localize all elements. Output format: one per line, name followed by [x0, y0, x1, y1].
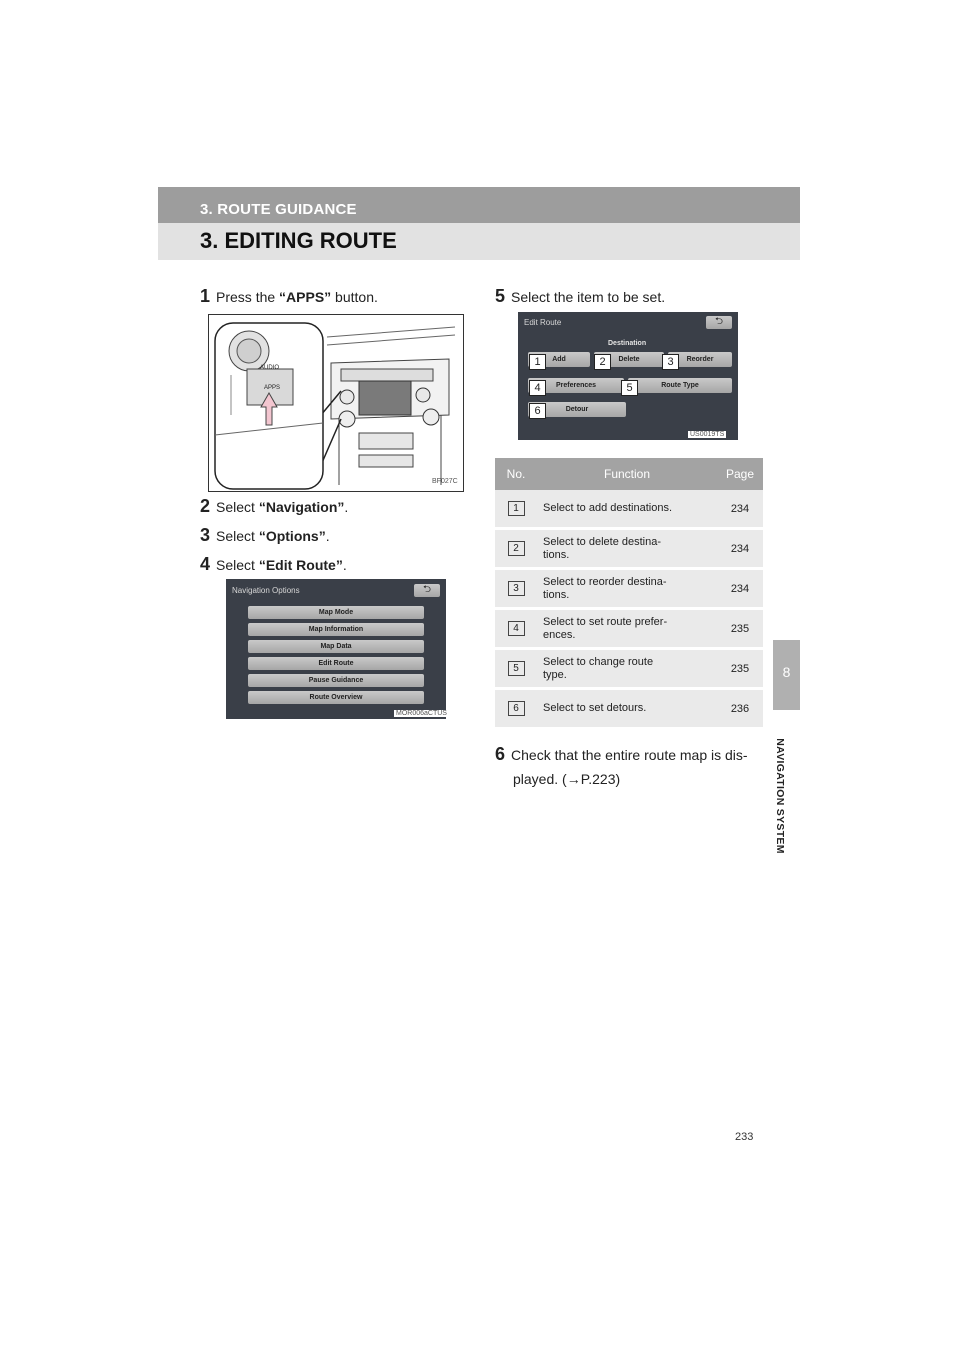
preferences-button[interactable]: Preferences: [528, 378, 624, 393]
row-number: [495, 609, 537, 649]
table-row: [495, 569, 763, 609]
chapter-number: 8: [782, 664, 791, 680]
back-arrow-icon[interactable]: ⮌: [706, 316, 732, 329]
table-row: [495, 649, 763, 689]
menu-item-map-data[interactable]: Map Data: [248, 640, 424, 653]
step-keyword: “Navigation”: [258, 499, 345, 515]
step-text: Select: [216, 557, 259, 573]
column-header-function: Function: [537, 458, 717, 490]
apps-button-label: APPS: [264, 385, 281, 391]
step-4: [200, 554, 347, 575]
menu-item-map-information[interactable]: Map Information: [248, 623, 424, 636]
screen-title: Navigation Options: [232, 586, 300, 595]
row-page: 234: [717, 490, 763, 529]
step-text-line-2: played. (→P.223): [513, 771, 621, 787]
column-header-page: Page: [717, 458, 763, 490]
callout-2: 2: [594, 354, 611, 370]
back-arrow-icon[interactable]: ⮌: [414, 584, 440, 597]
callout-3: 3: [662, 354, 679, 370]
console-drawing: [209, 315, 463, 491]
add-button[interactable]: Add: [528, 352, 590, 367]
route-type-button[interactable]: Route Type: [628, 378, 732, 393]
step-keyword: “Options”: [258, 528, 326, 544]
callout-4: 4: [529, 380, 546, 396]
menu-item-pause-guidance[interactable]: Pause Guidance: [248, 674, 424, 687]
destination-heading: Destination: [608, 340, 647, 347]
step-text-line-1: Check that the entire route map is dis-: [511, 747, 748, 763]
table-row: [495, 609, 763, 649]
step-number: 4: [200, 554, 211, 574]
step-keyword: “Edit Route”: [258, 557, 343, 573]
row-number: [495, 490, 537, 529]
step-number: 5: [495, 286, 506, 306]
reorder-button[interactable]: Reorder: [668, 352, 732, 367]
callout-1: 1: [529, 354, 546, 370]
number-box: 3: [508, 581, 525, 596]
row-number: [495, 529, 537, 569]
table-row: [495, 490, 763, 529]
screen-title: Edit Route: [524, 318, 562, 327]
menu-item-route-overview[interactable]: Route Overview: [248, 691, 424, 704]
number-box: 6: [508, 701, 525, 716]
delete-button[interactable]: Delete: [594, 352, 664, 367]
step-text: Press the: [216, 289, 280, 305]
navigation-options-screen: [226, 579, 446, 719]
figure-code: MOR006aCTUS: [396, 710, 447, 717]
row-function: Select to add destinations.: [537, 490, 717, 529]
step-number: 3: [200, 525, 211, 545]
number-box: 1: [508, 501, 525, 516]
row-number: [495, 569, 537, 609]
step-text: Select the item to be set.: [511, 289, 666, 305]
function-table: [495, 458, 763, 730]
page-title: 3. EDITING ROUTE: [200, 228, 397, 253]
step-6: [495, 742, 748, 791]
row-function: Select to reorder destina- tions.: [537, 569, 717, 609]
step-1: [200, 286, 378, 307]
table-row: [495, 529, 763, 569]
step-text: Select: [216, 499, 259, 515]
row-number: [495, 689, 537, 729]
callout-5: 5: [621, 380, 638, 396]
table-row: [495, 689, 763, 729]
step-keyword: “APPS”: [279, 289, 332, 305]
column-header-no: No.: [495, 458, 537, 490]
row-page: 235: [717, 649, 763, 689]
row-page: 234: [717, 529, 763, 569]
row-number: [495, 649, 537, 689]
step-number: 1: [200, 286, 211, 306]
row-page: 235: [717, 609, 763, 649]
step-3: [200, 525, 330, 546]
menu-item-map-mode[interactable]: Map Mode: [248, 606, 424, 619]
step-text: Select: [216, 528, 259, 544]
row-function: Select to change route type.: [537, 649, 717, 689]
audio-button-label: AUDIO: [260, 365, 280, 371]
step-2: [200, 496, 348, 517]
row-page: 234: [717, 569, 763, 609]
detour-button[interactable]: Detour: [528, 402, 626, 417]
menu-item-edit-route[interactable]: Edit Route: [248, 657, 424, 670]
number-box: 4: [508, 621, 525, 636]
figure-code: BF027C: [432, 478, 458, 485]
figure-code: US0019TS: [690, 431, 725, 438]
chapter-label: NAVIGATION SYSTEM: [774, 738, 786, 854]
row-page: 236: [717, 689, 763, 729]
row-function: Select to set route prefer- ences.: [537, 609, 717, 649]
step-number: 6: [495, 744, 506, 764]
row-function: Select to delete destina- tions.: [537, 529, 717, 569]
edit-route-screen: [518, 312, 738, 440]
number-box: 5: [508, 661, 525, 676]
step-text-end: button.: [331, 289, 378, 305]
table-header-row: [495, 458, 763, 490]
page-number: 233: [735, 1131, 754, 1143]
step-number: 2: [200, 496, 211, 516]
step-text-end: .: [342, 557, 347, 573]
step-5: [495, 286, 665, 307]
callout-6: 6: [529, 403, 546, 419]
step-text-end: .: [325, 528, 330, 544]
row-function: Select to set detours.: [537, 689, 717, 729]
section-label: 3. ROUTE GUIDANCE: [200, 201, 357, 218]
console-illustration: [208, 314, 464, 492]
step-text-end: .: [344, 499, 349, 515]
number-box: 2: [508, 541, 525, 556]
